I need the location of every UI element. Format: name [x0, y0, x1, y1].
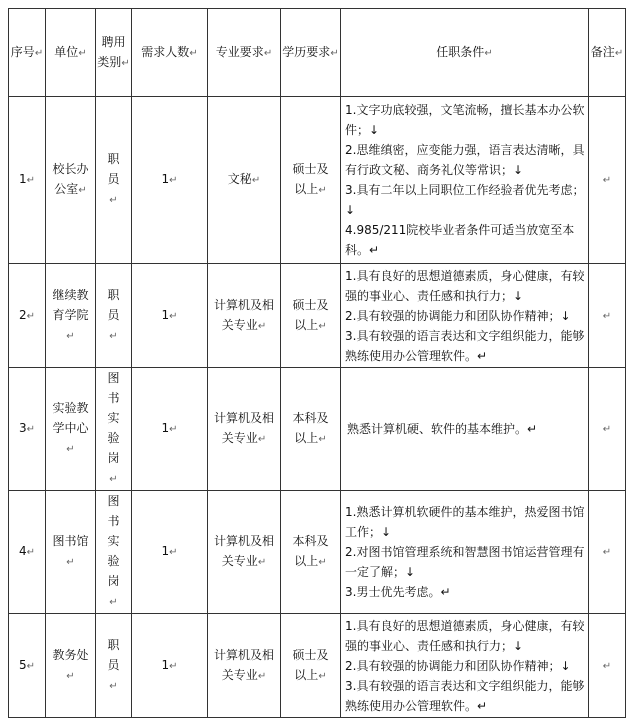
- cell-count: 1↵: [132, 491, 208, 614]
- condition-line: 1.文字功底较强，文笔流畅，擅长基本办公软件；↓: [345, 103, 585, 137]
- cell-conditions: [341, 368, 589, 491]
- cell-category: 职员↵: [96, 264, 132, 368]
- header-education: 学历要求↵: [281, 9, 341, 97]
- header-unit: 单位↵: [46, 9, 96, 97]
- cell-education: 硕士及以上↵: [281, 97, 341, 264]
- cell-conditions: [341, 97, 589, 264]
- header-category: 聘用类别↵: [96, 9, 132, 97]
- cell-major: 计算机及相关专业↵: [208, 614, 281, 718]
- cell-seq: 2↵: [9, 264, 46, 368]
- header-count: 需求人数↵: [132, 9, 208, 97]
- cell-count: 1↵: [132, 97, 208, 264]
- cell-category: 图书实验岗↵: [96, 491, 132, 614]
- cell-unit: 校长办公室↵: [46, 97, 96, 264]
- cell-major: 计算机及相关专业↵: [208, 368, 281, 491]
- condition-line: 3.具有二年以上同职位工作经验者优先考虑；↓: [345, 183, 585, 217]
- cell-remark: ↵: [589, 264, 626, 368]
- cell-unit: 图书馆↵: [46, 491, 96, 614]
- cell-category: 职员↵: [96, 614, 132, 718]
- condition-line: 3.具有较强的语言表达和文字组织能力，能够熟练使用办公管理软件。↵: [345, 328, 585, 363]
- cell-education: 硕士及以上↵: [281, 614, 341, 718]
- cell-remark: ↵: [589, 491, 626, 614]
- cell-major: 文秘↵: [208, 97, 281, 264]
- cell-major: 计算机及相关专业↵: [208, 491, 281, 614]
- condition-line: 3.男士优先考虑。↵: [345, 585, 451, 599]
- condition-line: 2.具有较强的协调能力和团队协作精神；↓: [345, 308, 571, 323]
- header-row: [9, 9, 626, 97]
- cell-education: 硕士及以上↵: [281, 264, 341, 368]
- cell-remark: ↵: [589, 97, 626, 264]
- cell-unit: 继续教育学院↵: [46, 264, 96, 368]
- condition-line: 4.985/211院校毕业者条件可适当放宽至本科。↵: [345, 223, 575, 257]
- table-row: [9, 491, 626, 614]
- cell-count: 1↵: [132, 264, 208, 368]
- cell-education: 本科及以上↵: [281, 491, 341, 614]
- header-remark: 备注↵: [589, 9, 626, 97]
- header-conditions: 任职条件↵: [341, 9, 589, 97]
- cell-major: 计算机及相关专业↵: [208, 264, 281, 368]
- cell-conditions: [341, 614, 589, 718]
- cell-seq: 5↵: [9, 614, 46, 718]
- cell-category: 图书实验岗↵: [96, 368, 132, 491]
- cell-count: 1↵: [132, 368, 208, 491]
- table-row: [9, 614, 626, 718]
- condition-line: 1.具有良好的思想道德素质，身心健康，有较强的事业心、责任感和执行力；↓: [345, 268, 585, 303]
- condition-line: 2.对图书馆管理系统和智慧图书馆运营管理有一定了解；↓: [345, 545, 585, 579]
- condition-line: 1.熟悉计算机软硬件的基本维护，热爱图书馆工作；↓: [345, 505, 585, 539]
- cell-seq: 3↵: [9, 368, 46, 491]
- condition-line: 熟悉计算机硬、软件的基本维护。↵: [347, 422, 538, 436]
- cell-education: 本科及以上↵: [281, 368, 341, 491]
- cell-remark: ↵: [589, 614, 626, 718]
- cell-seq: 4↵: [9, 491, 46, 614]
- condition-line: 1.具有良好的思想道德素质，身心健康，有较强的事业心、责任感和执行力；↓: [345, 618, 585, 653]
- recruitment-table: [8, 8, 626, 718]
- condition-line: 3.具有较强的语言表达和文字组织能力，能够熟练使用办公管理软件。↵: [345, 678, 585, 713]
- table-row: [9, 368, 626, 491]
- cell-unit: 教务处↵: [46, 614, 96, 718]
- table-row: [9, 264, 626, 368]
- condition-line: 2.具有较强的协调能力和团队协作精神；↓: [345, 658, 571, 673]
- cell-unit: 实验教学中心↵: [46, 368, 96, 491]
- condition-line: 2.思维缜密，应变能力强，语言表达清晰，具有行政文秘、商务礼仪等常识；↓: [345, 143, 585, 177]
- table-row: [9, 97, 626, 264]
- header-major: 专业要求↵: [208, 9, 281, 97]
- cell-conditions: [341, 491, 589, 614]
- cell-conditions: [341, 264, 589, 368]
- cell-count: 1↵: [132, 614, 208, 718]
- cell-category: 职员↵: [96, 97, 132, 264]
- cell-remark: ↵: [589, 368, 626, 491]
- header-seq: 序号↵: [9, 9, 46, 97]
- cell-seq: 1↵: [9, 97, 46, 264]
